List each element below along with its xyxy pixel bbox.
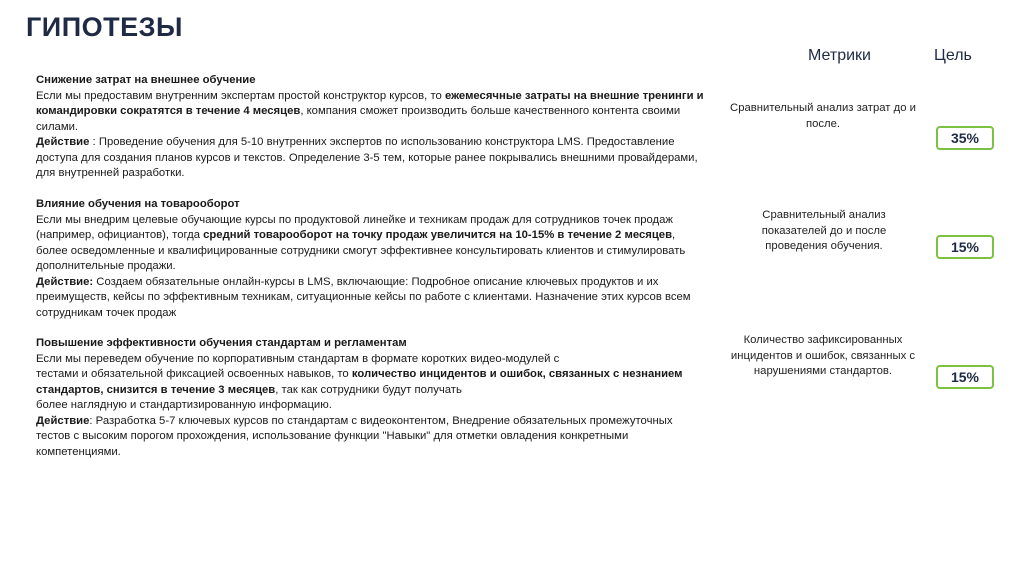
hypothesis-3 <box>36 336 704 460</box>
goal-column-header: Цель <box>934 47 972 64</box>
hypothesis-2-text-end: , более осведомленные и квалифицированные сотрудники смогут эффективнее консультировать клиентов и стимулировать дополнительные продажи. <box>36 229 686 272</box>
hypothesis-1-text: Если мы предоставим внутренним экспертам простой конструктор курсов, то <box>36 89 445 102</box>
hypothesis-3-statement <box>36 367 704 398</box>
goal-badge-3: 15% <box>936 365 994 389</box>
hypothesis-3-conclusion: более наглядную и стандартизированную информацию. <box>36 399 332 411</box>
hypothesis-1 <box>36 73 704 182</box>
hypothesis-2-highlight: средний товарооборот на точку продаж увеличится на 10-15% в течение 2 месяцев <box>203 229 673 241</box>
action-text: : Разработка 5-7 ключевых курсов по стандартам с видеоконтентом, Внедрение обязательных промежуточных тестов с высоким порогом прохождения, использование функции "Навыки" для отметки овладения конкретными компетенциями. <box>36 414 673 458</box>
goal-badge-1: 35% <box>936 126 994 150</box>
hypothesis-1-action <box>36 135 704 182</box>
goal-badge-2: 15% <box>936 235 994 259</box>
hypothesis-3-highlight: количество инцидентов и ошибок, связанных с незнанием стандартов, снизится в течение 3 месяцев <box>36 368 683 396</box>
hypothesis-3-text: тестами и обязательной фиксацией освоенных навыков, то <box>36 368 352 380</box>
hypothesis-3-heading: Повышение эффективности обучения стандартам и регламентам <box>36 337 407 349</box>
hypothesis-1-highlight: ежемесячные затраты на внешние тренинги и командировки сократятся в течение 4 месяцев <box>36 89 704 117</box>
hypothesis-2-text: Если мы внедрим целевые обучающие курсы по продуктовой линейке и техникам продаж для сотрудников точек продаж (например, официантов), тогда <box>36 213 673 241</box>
hypothesis-1-heading: Снижение затрат на внешнее обучение <box>36 74 256 86</box>
page-title: ГИПОТЕЗЫ <box>26 12 183 42</box>
action-label: Действие: <box>36 275 94 288</box>
hypothesis-2-statement <box>36 213 704 275</box>
action-label: Действие <box>36 136 90 148</box>
hypothesis-2-heading: Влияние обучения на товарооборот <box>36 198 240 210</box>
metric-3: Количество зафиксированных инцидентов и ошибок, связанных с нарушениями стандартов. <box>730 334 916 377</box>
hypothesis-3-action <box>36 414 704 461</box>
metrics-column-header: Метрики <box>808 47 871 64</box>
hypothesis-2-action <box>36 275 704 322</box>
hypothesis-2 <box>36 197 704 321</box>
hypothesis-3-text-end: , так как сотрудники будут получать <box>275 383 462 396</box>
action-text: Создаем обязательные онлайн-курсы в LMS, включающие: Подробное описание ключевых продуктов и их преимуществ, кейсы по эффективным техникам, ситуационные кейсы по работе с клиентами. Назначение этих курсов всем сотрудникам точек продаж <box>36 275 691 319</box>
metric-1: Сравнительный анализ затрат до и после. <box>730 102 916 130</box>
action-text: : Проведение обучения для 5-10 внутренних экспертов по использованию конструктора LMS. Предоставление доступа для создания планов курсов и текстов. Определение 3-5 тем, которые ранее покрывались внешними провайдерами, для внутренней разработки. <box>36 136 698 179</box>
hypothesis-1-statement <box>36 89 704 136</box>
metric-2: Сравнительный анализ показателей до и после проведения обучения. <box>761 209 887 252</box>
hypothesis-1-text-end: , компания сможет производить больше качественного контента своими силами. <box>36 105 681 133</box>
hypothesis-3-intro: Если мы переведем обучение по корпоративным стандартам в формате коротких видео-модулей с <box>36 352 560 365</box>
action-label: Действие <box>36 414 90 427</box>
